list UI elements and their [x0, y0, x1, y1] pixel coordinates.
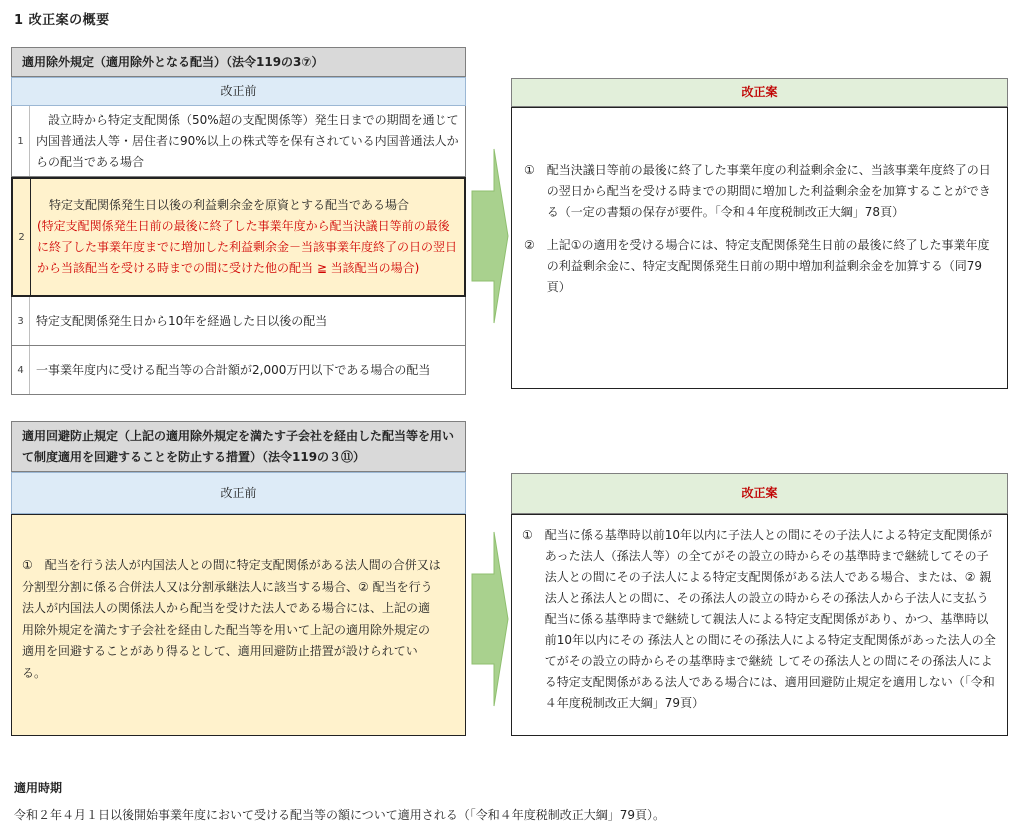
section2-after-box	[511, 514, 1008, 736]
section2-before-box	[11, 514, 466, 736]
after-item-1: ① 配当決議日等前の最後に終了した事業年度の利益剰余金に、当該事業年度終了の日の翌日から配当を受ける時までの期間に増加した利益剰余金を加算することができる（一定の書類の保存が要件。「令和４年度税制改正大綱」78頁）	[524, 163, 991, 219]
section2-header: 適用回避防止規定（上記の適用除外規定を満たす子会社を経由した配当等を用いて制度適用を回避することを防止する措置）（法令119の３⑪）	[11, 421, 466, 472]
section1-before-table	[11, 106, 466, 395]
after-item-2: ② 上記①の適用を受ける場合には、特定支配関係発生日前の最後に終了した事業年度の利益剰余金に、特定支配関係発生日前の期中増加利益剰余金を加算する（同79頁）	[524, 238, 990, 294]
table-row	[11, 297, 466, 346]
row-red-text: (特定支配関係発生日前の最後に終了した事業年度から配当決議日等前の最後に終了した事業年度までに増加した利益剰余金－当該事業年度終了の日の翌日から当該配当を受ける時までの間に受けた他の配当 ≧ 当該配当の場合)	[37, 219, 458, 275]
row-text: 一事業年度内に受ける配当等の合計額が2,000万円以下である場合の配当	[36, 362, 431, 377]
row-text: 設立時から特定支配関係（50%超の支配関係等）発生日までの期間を通じて内国普通法人等・居住者に90%以上の株式等を保有されている内国普通法人からの配当である場合	[36, 112, 459, 169]
row-number: 2	[13, 179, 31, 295]
section1-after-label: 改正案	[511, 78, 1008, 107]
section1-header: 適用除外規定（適用除外となる配当）（法令119の3⑦）	[11, 47, 466, 77]
effective-date-text: 令和２年４月１日以後開始事業年度において受ける配当等の額について適用される（「令和４年度税制改正大綱」79頁）。	[14, 808, 666, 822]
row-number: 4	[12, 346, 30, 394]
section2-after-text: ① 配当に係る基準時以前10年以内に子法人との間にその子法人による特定支配関係があった法人（孫法人等）の全てがその設立の時からその基準時まで継続してその子法人との間にその子法人による特定支配関係がある法人である場合、または、② 親法人と孫法人との間に、その孫法人の設立の時からその孫法人から子法人に支払う配当に係る基準時まで継続して親法人による特定支配関係があり、かつ、基準時以前10年以内にその 孫法人との間にその孫法人による特定支配関係があった法人の全てがその設立の時からその基準時まで継続 してその孫法人との間にその孫法人による特定支配関係がある法人である場合には、適用回避防止規定を適用しない（「令和４年度税制改正大綱」79頁）	[522, 528, 996, 710]
effective-date-title: 適用時期	[14, 781, 63, 795]
section2-after-label: 改正案	[511, 473, 1008, 514]
right-arrow-icon	[470, 147, 510, 325]
table-row-highlighted	[11, 177, 466, 297]
row-number: 1	[12, 106, 30, 176]
row-number: 3	[12, 297, 30, 345]
row-text: 特定支配関係発生日から10年を経過した日以後の配当	[36, 313, 328, 328]
section1-before-label: 改正前	[11, 77, 466, 106]
right-arrow-icon	[470, 530, 510, 708]
section2-before-label: 改正前	[11, 472, 466, 514]
table-row	[11, 346, 466, 395]
table-row	[11, 106, 466, 177]
section2-before-text: ① 配当を行う法人が内国法人との間に特定支配関係がある法人間の合併又は分割型分割に係る合併法人又は分割承継法人に該当する場合、② 配当を行う法人が内国法人の関係法人から配当を受けた法人である場合には、上記の適用除外規定を満たす子会社を経由した配当等を用いて上記の適用除外規定の適用を回避することがあり得るとして、適用回避防止措置が設けられている。	[22, 558, 441, 680]
row-text-block	[31, 179, 464, 295]
section1-after-box	[511, 107, 1008, 389]
row-text: 特定支配関係発生日以後の利益剰余金を原資とする配当である場合	[49, 198, 410, 212]
page-title: 1 改正案の概要	[14, 13, 110, 28]
